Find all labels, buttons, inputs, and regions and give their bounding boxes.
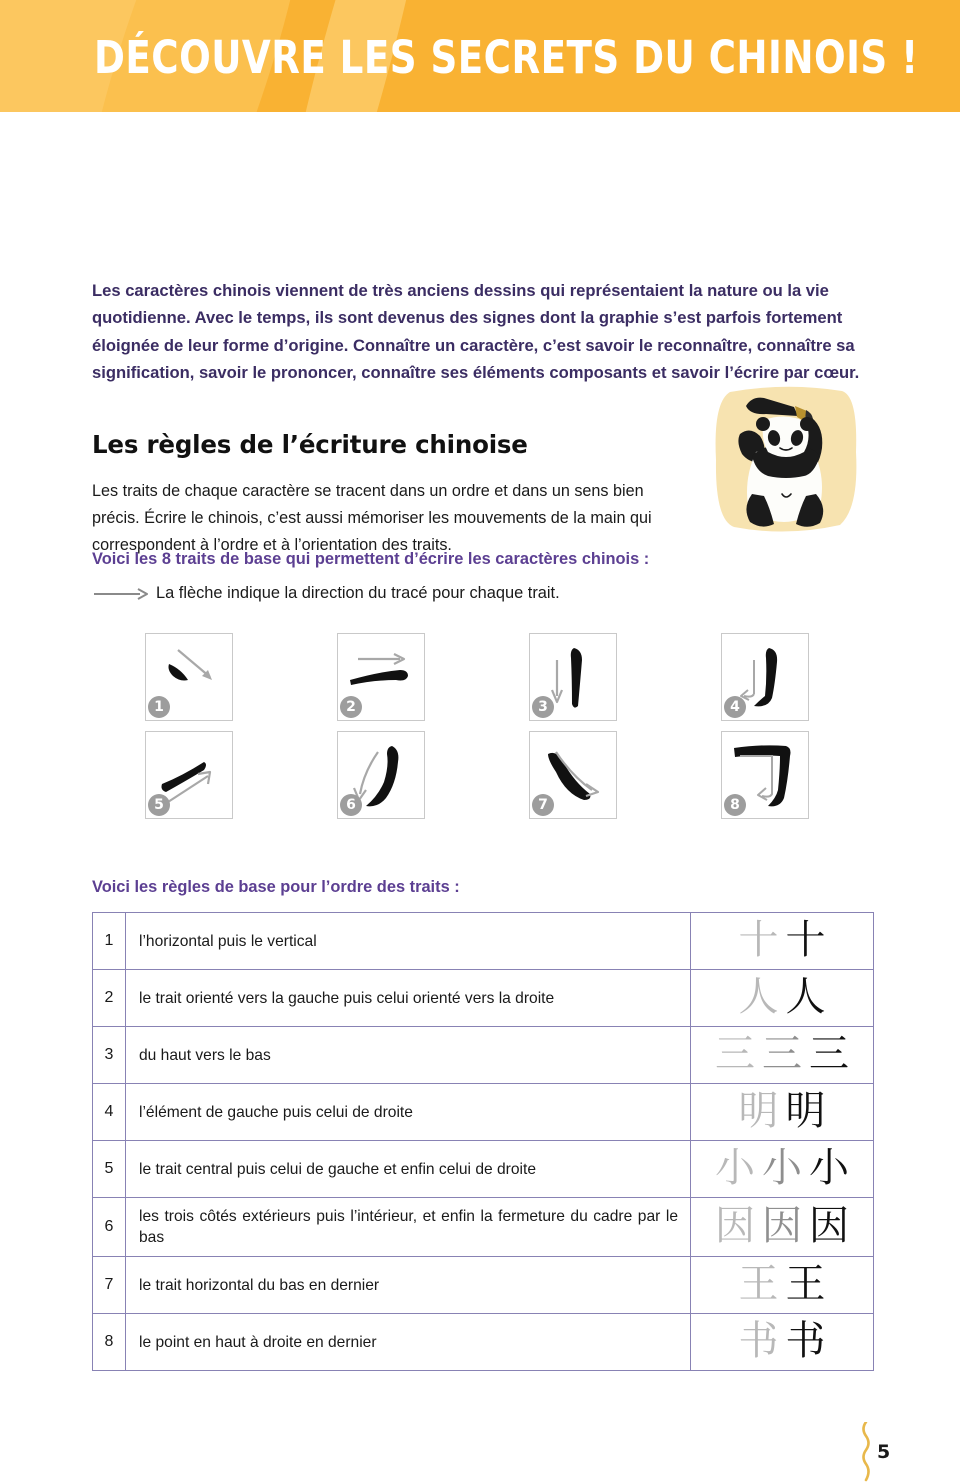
stroke-type-grid <box>145 633 821 829</box>
stroke-box-dot[interactable] <box>145 633 233 721</box>
stroke-badge: 2 <box>340 696 362 718</box>
glyph-step: 人 <box>738 974 779 1020</box>
table-row <box>93 1141 874 1198</box>
stroke-box-vertical-hook[interactable] <box>721 633 809 721</box>
panda-illustration <box>712 382 860 537</box>
rule-text: du haut vers le bas <box>126 1027 691 1084</box>
page-header-banner <box>0 0 960 112</box>
rule-glyphs <box>691 970 874 1027</box>
section-heading: Les règles de l’écriture chinoise <box>92 430 528 460</box>
table-row <box>93 913 874 970</box>
stroke-row <box>145 633 821 721</box>
section-paragraph: Les traits de chaque caractère se tracent dans un ordre et dans un sens bien précis. Écrire le chinois, c’est aussi mémoriser les mouvements de la main qui correspondent à l’ordre et à l’orientation des traits. <box>92 482 652 555</box>
glyph-step: 十 <box>738 917 779 963</box>
table-row <box>93 1314 874 1371</box>
strokes-intro-line: Voici les 8 traits de base qui permettent d’écrire les caractères chinois : <box>92 550 650 568</box>
rules-table-intro: Voici les règles de base pour l’ordre des traits : <box>92 878 460 896</box>
glyph-step: 因 <box>715 1203 755 1249</box>
page-number: 5 <box>877 1441 891 1463</box>
rule-glyphs <box>691 913 874 970</box>
glyph-step: 书 <box>738 1318 779 1364</box>
glyph-step: 三 <box>762 1031 802 1077</box>
rule-text: les trois côtés extérieurs puis l’intérieur, et enfin la fermeture du cadre par le bas <box>126 1198 691 1257</box>
stroke-badge: 5 <box>148 794 170 816</box>
stroke-badge: 6 <box>340 794 362 816</box>
rule-glyphs <box>691 1257 874 1314</box>
rule-number: 2 <box>93 970 126 1027</box>
stroke-box-rising[interactable] <box>145 731 233 819</box>
rule-number: 4 <box>93 1084 126 1141</box>
table-row <box>93 1257 874 1314</box>
rule-text: le point en haut à droite en dernier <box>126 1314 691 1371</box>
stroke-badge: 3 <box>532 696 554 718</box>
glyph-step: 十 <box>785 917 826 963</box>
stroke-badge: 8 <box>724 794 746 816</box>
glyph-step: 小 <box>762 1145 802 1191</box>
panda-with-calligraphy-brush-icon <box>712 382 860 537</box>
table-row <box>93 970 874 1027</box>
rule-text: le trait central puis celui de gauche et enfin celui de droite <box>126 1141 691 1198</box>
rule-number: 8 <box>93 1314 126 1371</box>
long-arrow-right-icon <box>92 587 148 601</box>
page-footer <box>860 1422 890 1482</box>
arrow-legend <box>92 584 560 603</box>
rule-text: l’élément de gauche puis celui de droite <box>126 1084 691 1141</box>
table-row <box>93 1084 874 1141</box>
rule-number: 3 <box>93 1027 126 1084</box>
rule-number: 6 <box>93 1198 126 1257</box>
glyph-step: 明 <box>785 1088 826 1134</box>
stroke-badge: 4 <box>724 696 746 718</box>
stroke-badge: 1 <box>148 696 170 718</box>
rule-glyphs <box>691 1314 874 1371</box>
rule-number: 1 <box>93 913 126 970</box>
table-row <box>93 1027 874 1084</box>
rule-glyphs <box>691 1084 874 1141</box>
glyph-step: 因 <box>809 1203 849 1249</box>
stroke-order-rules-table <box>92 912 874 1371</box>
stroke-box-horizontal[interactable] <box>337 633 425 721</box>
glyph-step: 人 <box>785 974 826 1020</box>
stroke-box-left-falling-curve[interactable] <box>337 731 425 819</box>
glyph-step: 三 <box>715 1031 755 1077</box>
rule-glyphs <box>691 1141 874 1198</box>
glyph-step: 明 <box>738 1088 779 1134</box>
glyph-step: 王 <box>785 1261 826 1307</box>
stroke-row <box>145 731 821 819</box>
glyph-step: 因 <box>762 1203 802 1249</box>
stroke-box-vertical[interactable] <box>529 633 617 721</box>
glyph-step: 三 <box>809 1031 849 1077</box>
rule-text: le trait horizontal du bas en dernier <box>126 1257 691 1314</box>
intro-paragraph: Les caractères chinois viennent de très anciens dessins qui représentaient la nature ou la vie quotidienne. Avec le temps, ils sont devenus des signes dont la graphie s’est parfois fortement éloignée de leur forme d’origine. Connaître un caractère, c’est savoir le reconnaître, connaître sa signification, savoir le prononcer, connaître ses éléments composants et savoir l’écrire par cœur. <box>92 280 860 383</box>
glyph-step: 王 <box>738 1261 779 1307</box>
arrow-legend-label: La flèche indique la direction du tracé pour chaque trait. <box>156 584 560 602</box>
glyph-step: 书 <box>785 1318 826 1364</box>
rule-glyphs <box>691 1027 874 1084</box>
table-row <box>93 1198 874 1257</box>
rule-text: l’horizontal puis le vertical <box>126 913 691 970</box>
rule-text: le trait orienté vers la gauche puis celui orienté vers la droite <box>126 970 691 1027</box>
rule-number: 7 <box>93 1257 126 1314</box>
glyph-step: 小 <box>809 1145 849 1191</box>
glyph-step: 小 <box>715 1145 755 1191</box>
rule-number: 5 <box>93 1141 126 1198</box>
squiggle-decoration-icon <box>860 1422 872 1482</box>
stroke-badge: 7 <box>532 794 554 816</box>
page-title: DÉCOUVRE LES SECRETS DU CHINOIS ! <box>94 31 919 84</box>
rule-glyphs <box>691 1198 874 1257</box>
stroke-box-horizontal-turn-vertical-hook[interactable] <box>721 731 809 819</box>
stroke-box-right-falling[interactable] <box>529 731 617 819</box>
